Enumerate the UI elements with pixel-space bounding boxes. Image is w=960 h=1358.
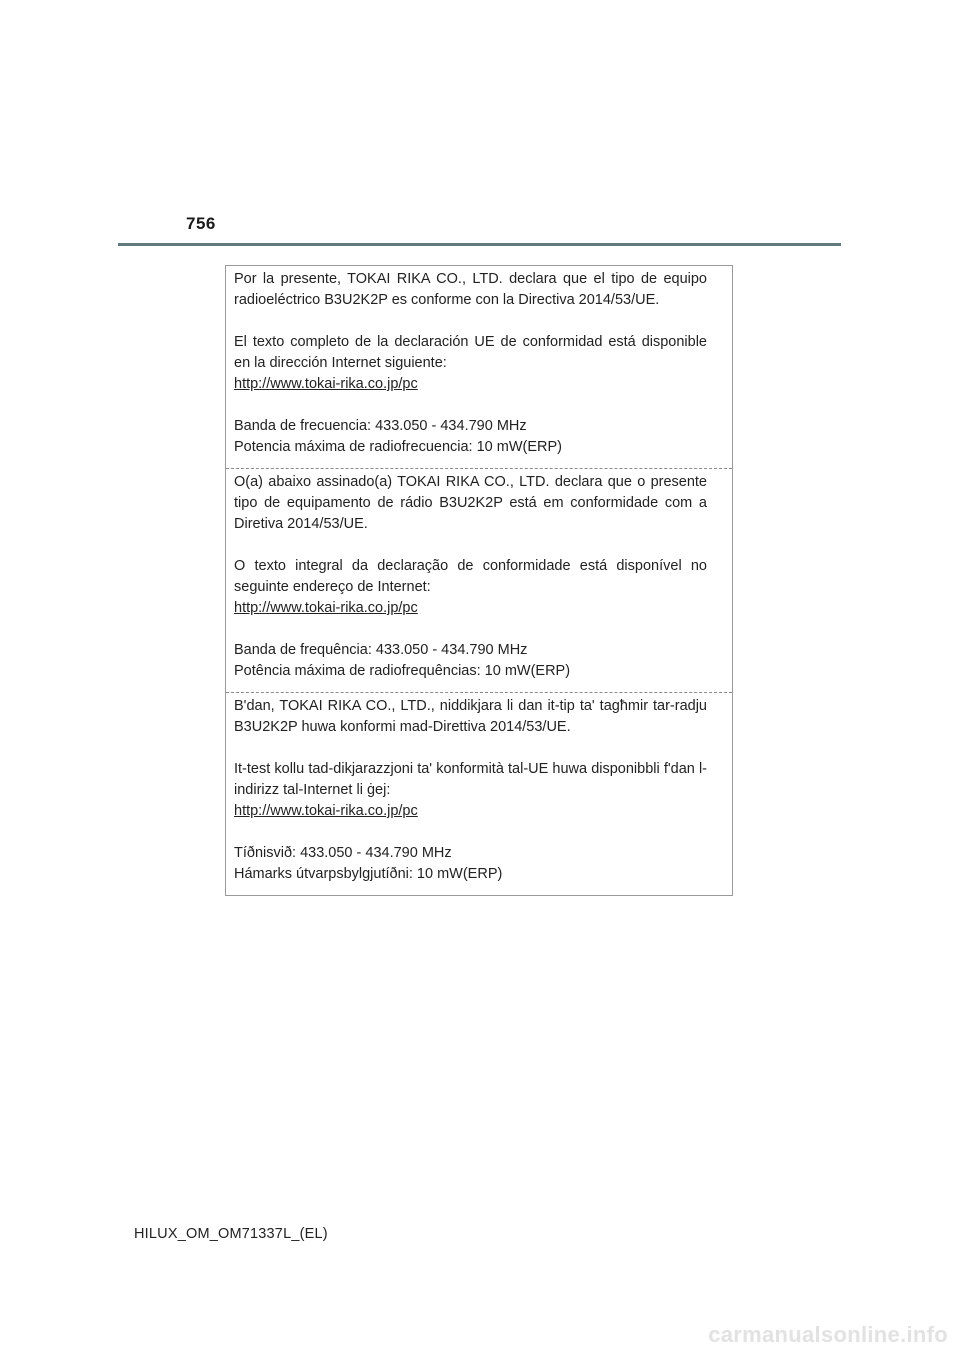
declaration-section-spanish xyxy=(226,266,732,468)
page-number: 756 xyxy=(186,214,216,233)
availability-text: It-test kollu tad-dikjarazzjoni ta' konformità tal-UE huwa disponibbli f'dan l-indirizz tal-Internet li ġej: xyxy=(234,761,707,798)
watermark: carmanualsonline.info xyxy=(708,1322,948,1347)
declaration-url-link[interactable]: http://www.tokai-rika.co.jp/pc xyxy=(234,803,418,819)
declaration-text: Por la presente, TOKAI RIKA CO., LTD. declara que el tipo de equipo radioeléctrico B3U2K2P es conforme con la Directiva 2014/53/UE. xyxy=(234,271,707,308)
declaration-url-link[interactable]: http://www.tokai-rika.co.jp/pc xyxy=(234,600,418,616)
frequency-text: Banda de frequência: 433.050 - 434.790 MHz xyxy=(234,642,528,658)
declaration-section-portuguese xyxy=(226,468,732,692)
availability-text: O texto integral da declaração de conformidade está disponível no seguinte endereço de Internet: xyxy=(234,558,707,595)
declaration-box xyxy=(225,265,733,896)
declaration-url-link[interactable]: http://www.tokai-rika.co.jp/pc xyxy=(234,376,418,392)
power-text: Potencia máxima de radiofrecuencia: 10 mW(ERP) xyxy=(234,439,562,455)
header-rule xyxy=(118,243,841,246)
power-text: Hámarks útvarpsbylgjutíðni: 10 mW(ERP) xyxy=(234,866,503,882)
frequency-text: Tíðnisvið: 433.050 - 434.790 MHz xyxy=(234,845,452,861)
frequency-text: Banda de frecuencia: 433.050 - 434.790 MHz xyxy=(234,418,527,434)
declaration-text: O(a) abaixo assinado(a) TOKAI RIKA CO., LTD. declara que o presente tipo de equipamento de rádio B3U2K2P está em conformidade com a Diretiva 2014/53/UE. xyxy=(234,474,707,532)
availability-text: El texto completo de la declaración UE de conformidad está disponible en la dirección Internet siguiente: xyxy=(234,334,707,371)
power-text: Potência máxima de radiofrequências: 10 mW(ERP) xyxy=(234,663,571,679)
declaration-text: B'dan, TOKAI RIKA CO., LTD., niddikjara li dan it-tip ta' tagħmir tar-radju B3U2K2P huwa konformi mad-Direttiva 2014/53/UE. xyxy=(234,698,707,735)
declaration-section-maltese xyxy=(226,692,732,895)
document-code: HILUX_OM_OM71337L_(EL) xyxy=(134,1226,328,1242)
